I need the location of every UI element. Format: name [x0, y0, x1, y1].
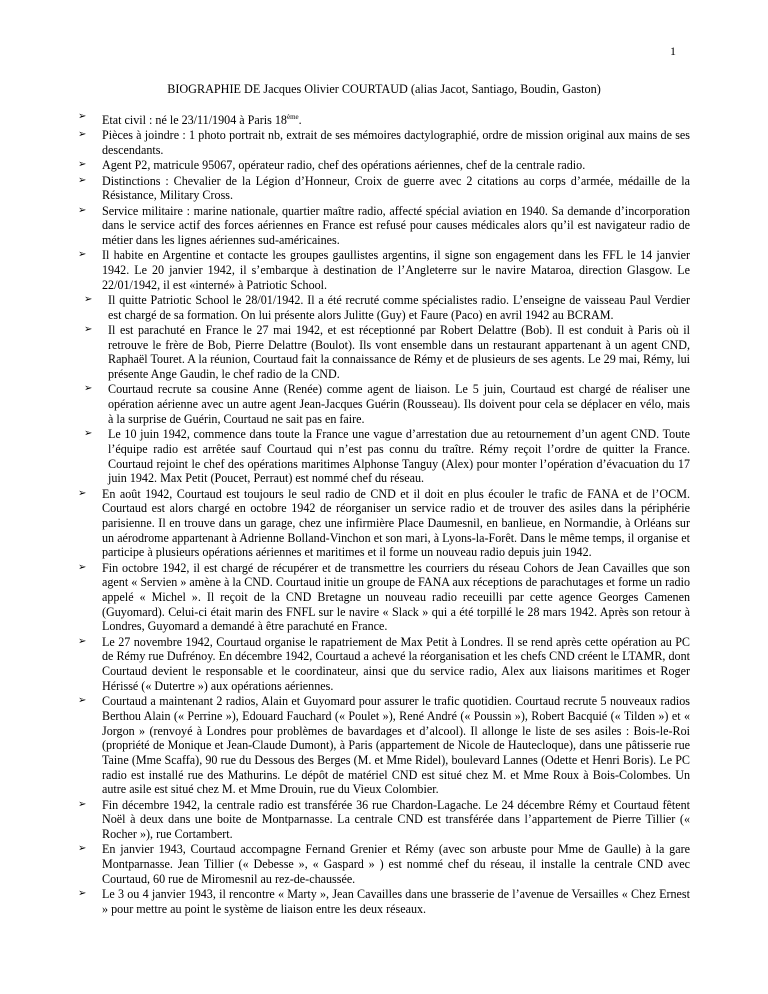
list-item	[78, 248, 690, 292]
arrow-bullet-icon: ➢	[78, 487, 87, 499]
list-item	[84, 293, 690, 322]
list-item	[78, 128, 690, 157]
list-item	[78, 561, 690, 635]
list-item-text: Le 3 ou 4 janvier 1943, il rencontre « Marty », Jean Cavailles dans une brasserie de l’avenue de Versailles « Chez Ernest » pour mettre au point le système de liaison entre les deux réseaux.	[102, 887, 690, 916]
arrow-bullet-icon: ➢	[78, 695, 87, 707]
list-item	[84, 427, 690, 486]
list-item-text: Le 27 novembre 1942, Courtaud organise le rapatriement de Max Petit à Londres. Il se rend après cette opération au PC de Rémy rue Dufrénoy. En décembre 1942, Courtaud a achevé la réorganisation et les chefs CND créent le LTAMR, dont Courtaud devient le responsable et le coordinateur, ainsi que du service radio, Alex aux liaisons maritimes et Roger Hérissé (« Dutertre ») aux opérations aériennes.	[102, 634, 690, 693]
list-item	[78, 798, 690, 842]
list-item-text: Courtaud recrute sa cousine Anne (Renée) comme agent de liaison. Le 5 juin, Courtaud est chargé de réaliser une opération aérienne avec un autre agent Jean-Jacques Guérin (Rousseau). Ils doivent pour cela se déplacer en vélo, mais à la surprise de Guérin, Courtaud ne sait pas en faire.	[108, 382, 690, 426]
list-item-text: Il habite en Argentine et contacte les groupes gaullistes argentins, il signe son engagement dans les FFL le 14 janvier 1942. Le 20 janvier 1942, il s’embarque à destination de l’Angleterre sur le navire Mataroa, direction Glasgow. Le 22/01/1942, il est «interné» à Patriotic School.	[102, 248, 690, 292]
biography-list	[78, 110, 690, 917]
list-item	[78, 174, 690, 203]
page-number: 1	[670, 44, 676, 58]
arrow-bullet-icon: ➢	[84, 428, 93, 440]
arrow-bullet-icon: ➢	[78, 798, 87, 810]
list-item	[78, 204, 690, 248]
list-item-text: En janvier 1943, Courtaud accompagne Fernand Grenier et Rémy (avec son arbuste pour Mme de Gaulle) à la gare Montparnasse. Jean Tillier (« Debesse », « Gaspard » ) est nommé chef du réseau, il installe la centrale CND avec Courtaud, 60 rue de Miromesnil au rez-de-chaussée.	[102, 842, 690, 886]
list-item	[78, 110, 690, 128]
arrow-bullet-icon: ➢	[78, 843, 87, 855]
list-item-text: Il quitte Patriotic School le 28/01/1942. Il a été recruté comme spécialistes radio. L’enseigne de vaisseau Paul Verdier est chargé de sa formation. On lui présente alors Julitte (Guy) et Faure (Paco) en avril 1942 au BCRAM.	[108, 293, 690, 322]
list-item	[78, 887, 690, 916]
list-item	[78, 487, 690, 561]
arrow-bullet-icon: ➢	[78, 129, 87, 141]
arrow-bullet-icon: ➢	[78, 888, 87, 900]
list-item	[84, 323, 690, 382]
list-item-text: Service militaire : marine nationale, quartier maître radio, affecté spécial aviation en 1940. Sa demande d’incorporation dans le service actif des forces aériennes en France est refusé pour causes médicales alors qu’il est navigateur radio de métier dans les lignes aériennes sud-américaines.	[102, 203, 690, 248]
list-item	[78, 842, 690, 886]
list-item-text: Le 10 juin 1942, commence dans toute la France une vague d’arrestation due au retournement d’un agent CND. Toute l’équipe radio est arrêtée sauf Courtaud qui n’est pas connu du traître. Rémy reçoit l’ordre de quitter la France. Courtaud rejoint le chef des opérations maritimes Alphonse Tanguy (Alex) pour monter l’opération d’évacuation du 17 juin 1942. Max Petit (Poucet, Perraut) est nommé chef du réseau.	[108, 427, 690, 486]
arrow-bullet-icon: ➢	[78, 635, 87, 647]
document-title: BIOGRAPHIE DE Jacques Olivier COURTAUD (alias Jacot, Santiago, Boudin, Gaston)	[167, 82, 601, 96]
list-item-text: Fin décembre 1942, la centrale radio est transférée 36 rue Chardon-Lagache. Le 24 décembre Rémy et Courtaud fêtent Noël à deux dans une boite de Montparnasse. La centrale CND est transférée dans l’appartement de Pierre Tillier (« Rocher »), rue Cortambert.	[102, 797, 690, 842]
list-item-text: Agent P2, matricule 95067, opérateur radio, chef des opérations aériennes, chef de la centrale radio.	[102, 158, 586, 173]
superscript: ème	[286, 113, 299, 121]
list-item-text: Fin octobre 1942, il est chargé de récupérer et de transmettre les courriers du réseau Cohors de Jean Cavailles que son agent « Servien » amène à la CND. Courtaud initie un groupe de FANA aux réceptions de parachutages et forme un radio appelé « Michel ». Il reçoit de la CND Bretagne un nouveau radio receuilli par cette agence Georges Camenen (Guyomard). Celui-ci était marin des FNFL sur le navire « Slack » qui a été torpillé le 28 mars 1942. Après son retour à Londres, Guyomard a demandé à être parachuté en France.	[102, 560, 690, 634]
list-item-text-end: .	[298, 113, 302, 128]
arrow-bullet-icon: ➢	[84, 324, 93, 336]
list-item	[78, 158, 690, 173]
arrow-bullet-icon: ➢	[78, 561, 87, 573]
arrow-bullet-icon: ➢	[84, 383, 93, 395]
arrow-bullet-icon: ➢	[78, 174, 87, 186]
arrow-bullet-icon: ➢	[84, 294, 93, 306]
list-item-text: Pièces à joindre : 1 photo portrait nb, extrait de ses mémoires dactylographié, ordre de mission original aux mains de ses descendants.	[102, 128, 690, 158]
list-item-text: Il est parachuté en France le 27 mai 1942, et est réceptionné par Robert Delattre (Bob). Il est conduit à Paris où il retrouve le frère de Bob, Pierre Delattre (Boulot). Ils vont ensemble dans un restaurant appartenant à un agent CND, Raphaël Touret. A la réunion, Courtaud fait la connaissance de Rémy et de plusieurs de ses agents. Le 29 mai, Rémy, lui présente Ange Gaudin, le chef radio de la CND.	[108, 323, 690, 382]
list-item-text: Etat civil : né le 23/11/1904 à Paris 18	[102, 113, 287, 128]
list-item	[78, 694, 690, 797]
arrow-bullet-icon: ➢	[78, 111, 87, 122]
list-item-text: Distinctions : Chevalier de la Légion d’Honneur, Croix de guerre avec 2 citations au corps d’armée, médaille de la Résistance, Military Cross.	[102, 173, 690, 203]
list-item-text: En août 1942, Courtaud est toujours le seul radio de CND et il doit en plus écouler le trafic de FANA et de l’OCM. Courtaud est alors chargé en octobre 1942 de réorganiser un service radio et de trouver des asiles dans la périphérie parisienne. Il en trouve dans un garage, chez une infirmière Place Daumesnil, en banlieue, en Normandie, à Orléans sur un aérodrome appartenant à Adrienne Bolland-Vinchon et son mari, à Lyons-la-Forêt. Dans le même temps, il organise et participe à plusieurs opérations aériennes et maritimes et il forme un nouveau radio depuis juin 1942.	[102, 486, 690, 560]
list-item	[84, 382, 690, 426]
arrow-bullet-icon: ➢	[78, 204, 87, 216]
list-item-text: Courtaud a maintenant 2 radios, Alain et Guyomard pour assurer le trafic quotidien. Courtaud recrute 5 nouveaux radios Berthou Alain (« Perrine »), Edouard Fauchard (« Poulet »), René André (« Poussin »), Robert Bacquié (« Tilden ») et « Jorgon » (renvoyé à Londres pour problèmes de bavardages et d’alcool). Il allonge le liste de ses asiles : Bois-le-Roi (propriété de Monique et Jean-Claude Dumont), à Paris (appartement de Nicole de Hautecloque), dans une pâtisserie rue Taine (Mme Scaffa), 90 rue du Dessous des Berges (M. et Mme Ridel), boulevard Lannes (Odette et Henri Boris). Le PC radio est installé rue des Mathurins. Le dépôt de matériel CND est situé chez M. et Mme Roux à Bois-Colombes. Un autre asile est situé chez M. et Mme Drouin, rue du Vieux Colombier.	[102, 694, 690, 797]
list-item	[78, 635, 690, 694]
arrow-bullet-icon: ➢	[78, 159, 87, 171]
arrow-bullet-icon: ➢	[78, 249, 87, 261]
